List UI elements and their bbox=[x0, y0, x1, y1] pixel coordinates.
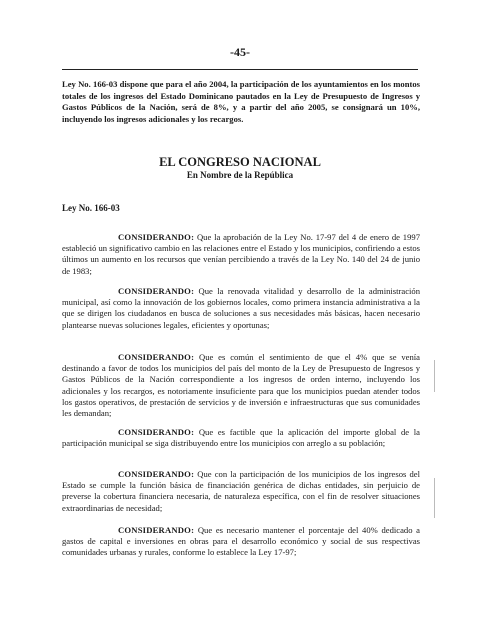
considerando-paragraph bbox=[62, 286, 420, 331]
considerando-paragraph bbox=[62, 427, 420, 449]
considerando-text: Que es necesario mantener el porcentaje del 40% dedicado a gastos de capital e inversiones en obras para el desarrollo económico y social de sus respectivas comunidades urbanas y rurales, conforme lo establece la Ley 17-97; bbox=[62, 525, 420, 558]
considerando-keyword: CONSIDERANDO: bbox=[118, 469, 195, 479]
considerando-paragraph bbox=[62, 469, 420, 514]
considerando-keyword: CONSIDERANDO: bbox=[118, 427, 195, 437]
margin-mark bbox=[434, 478, 435, 518]
document-heading: EL CONGRESO NACIONAL bbox=[159, 155, 321, 169]
page-number: -45- bbox=[230, 45, 250, 59]
considerando-paragraph bbox=[62, 352, 420, 419]
header-divider bbox=[62, 69, 418, 70]
law-summary: Ley No. 166-03 dispone que para el año 2004, la participación de los ayuntamientos en los montos totales de los ingresos del Estado Dominicano pautados en la Ley de Presupuesto de Ingresos y Gastos Públicos de la Nación, será de 8%, y a partir del año 2005, se consignará un 10%, incluyendo los ingresos adicionales y los recargos. bbox=[62, 79, 420, 124]
document-subheading: En Nombre de la República bbox=[186, 170, 294, 180]
considerando-keyword: CONSIDERANDO: bbox=[118, 232, 195, 242]
considerando-text: Que con la participación de los municipios de los ingresos del Estado se cumple la función básica de financiación genérica de dichas entidades, sin perjuicio de preverse la cobertura financiera necesaria, de naturaleza específica, con el fin de resolver situaciones extraordinarias de necesidad; bbox=[62, 469, 420, 513]
considerando-keyword: CONSIDERANDO: bbox=[118, 286, 195, 296]
considerando-text: Que la aprobación de la Ley No. 17-97 del 4 de enero de 1997 estableció un significativo cambio en las relaciones entre el Estado y los municipios, confiriendo a estos últimos un aumento en los recursos que venían percibiendo a través de la Ley No. 140 del 24 de junio de 1983; bbox=[62, 232, 420, 276]
considerando-keyword: CONSIDERANDO: bbox=[118, 352, 195, 362]
considerando-text: Que es factible que la aplicación del importe global de la participación municipal se siga distribuyendo entre los municipios con arreglo a su población; bbox=[62, 427, 420, 449]
law-label: Ley No. 166-03 bbox=[62, 203, 120, 213]
considerando-keyword: CONSIDERANDO: bbox=[118, 525, 195, 535]
margin-mark bbox=[434, 360, 435, 392]
considerando-paragraph bbox=[62, 232, 420, 277]
considerando-paragraph bbox=[62, 525, 420, 559]
considerando-text: Que la renovada vitalidad y desarrollo de la administración municipal, así como la innovación de los gobiernos locales, como primera instancia administrativa a la que se dirigen los ciudadanos en busca de soluciones a sus necesidades más básicas, hacen necesario plantearse nuevas soluciones legales, eficientes y oportunas; bbox=[62, 286, 420, 330]
considerando-text: Que es común el sentimiento de que el 4% que se venía destinando a favor de todos los municipios del país del monto de la Ley de Presupuesto de Ingresos y Gastos Públicos de la Nación correspondiente a los ingresos de orden interno, incluyendo los adicionales y los recargos, es notoriamente insuficiente para que los municipios puedan atender todos los gastos operativos, de prestación de servicios y de inversión e infraestructuras que sus comunidades les demandan; bbox=[62, 352, 420, 419]
